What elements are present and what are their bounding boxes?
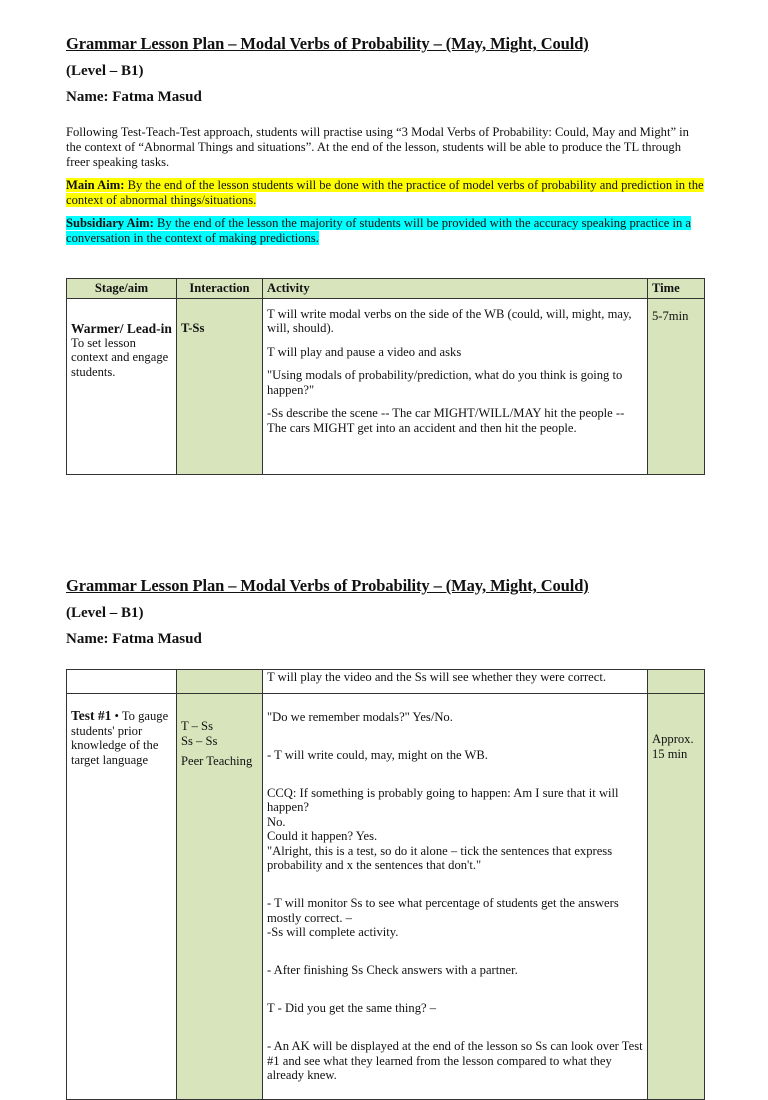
time-cell: 5-7min [648,298,705,474]
table-row [67,694,705,1100]
activity-line: T - Did you get the same thing? – [267,1001,437,1015]
table-row [67,670,705,694]
stage-title: Test #1 [71,708,112,723]
activity-line: "Using modals of probability/prediction, what do you think is going to happen?" [267,368,623,397]
interaction-cell-empty [177,670,263,694]
interaction-line: Peer Teaching [181,754,253,768]
activity-cell [263,298,648,474]
activity-line: T will write modal verbs on the side of the WB (could, will, might, may, will, should). [267,306,632,335]
interaction-line: Ss – Ss [181,733,218,748]
table-header-row [67,279,705,299]
stage-cell-empty [67,670,177,694]
activity-line: CCQ: If something is probably going to happen: Am I sure that it will happen? No. Could it happen? Yes. "Alright, this is a test, so do it alone – tick the sentences that express probability and x the sentences that don't." [267,785,619,872]
interaction-cell: T-Ss [177,298,263,474]
activity-line: - T will monitor Ss to see what percentage of students get the answers mostly correct. – -Ss will complete activity. [267,896,619,939]
activity-line: - T will write could, may, might on the WB. [267,747,488,762]
time-cell [648,694,705,1100]
activity-line: T will play and pause a video and asks [267,344,462,359]
activity-cell [263,694,648,1100]
table-row [67,298,705,474]
subsidiary-aim [66,216,706,246]
time-cell-empty [648,670,705,694]
main-aim [66,178,706,208]
sub-aim-label: Subsidiary Aim: [66,216,154,230]
level-label: (Level – B1) [66,63,144,79]
intro-paragraph: Following Test-Teach-Test approach, students will practise using “3 Modal Verbs of Probability: Could, May and Might” in the context of “Abnormal Things and situations”. At the end of the lesson, students will be able to produce the TL through freer speaking tasks. [66,125,689,169]
lesson-table-1 [66,278,705,475]
header-stage: Stage/aim [67,279,177,299]
header-time: Time [648,279,705,299]
level-label-2: (Level – B1) [66,605,144,621]
doc-title-2: Grammar Lesson Plan – Modal Verbs of Probability – (May, Might, Could) [66,576,589,595]
stage-title: Warmer/ Lead-in [71,320,172,336]
interaction-cell [177,694,263,1100]
activity-line: "Do we remember modals?" Yes/No. [267,709,453,724]
activity-line: - An AK will be displayed at the end of the lesson so Ss can look over Test #1 and see what they learned from the lesson compared to what they already knew. [267,1039,643,1082]
activity-cell: T will play the video and the Ss will see whether they were correct. [263,670,648,694]
stage-cell [67,694,177,1100]
doc-title: Grammar Lesson Plan – Modal Verbs of Probability – (May, Might, Could) [66,34,589,53]
main-aim-label: Main Aim: [66,178,125,192]
activity-line: - After finishing Ss Check answers with a partner. [267,963,518,977]
main-aim-text: By the end of the lesson students will be done with the practice of model verbs of probability and prediction in the context of abnormal things/situations. [66,178,704,207]
time-line: 15 min [652,746,688,761]
header-activity: Activity [263,279,648,299]
sub-aim-text: By the end of the lesson the majority of students will be provided with the accuracy speaking practice in a conversation in the context of making predictions. [66,216,692,245]
author-name: Name: Fatma Masud [66,89,202,105]
header-interaction: Interaction [177,279,263,299]
time-line: Approx. [652,732,694,746]
stage-description: • To gauge students' prior knowledge of the target language [71,709,169,767]
author-name-2: Name: Fatma Masud [66,631,202,647]
stage-description: To set lesson context and engage students. [71,335,169,379]
lesson-table-2 [66,669,705,1100]
interaction-line: T – Ss [181,719,213,733]
stage-cell [67,298,177,474]
activity-line: -Ss describe the scene -- The car MIGHT/WILL/MAY hit the people -- The cars MIGHT get into an accident and then hit the people. [267,406,625,435]
